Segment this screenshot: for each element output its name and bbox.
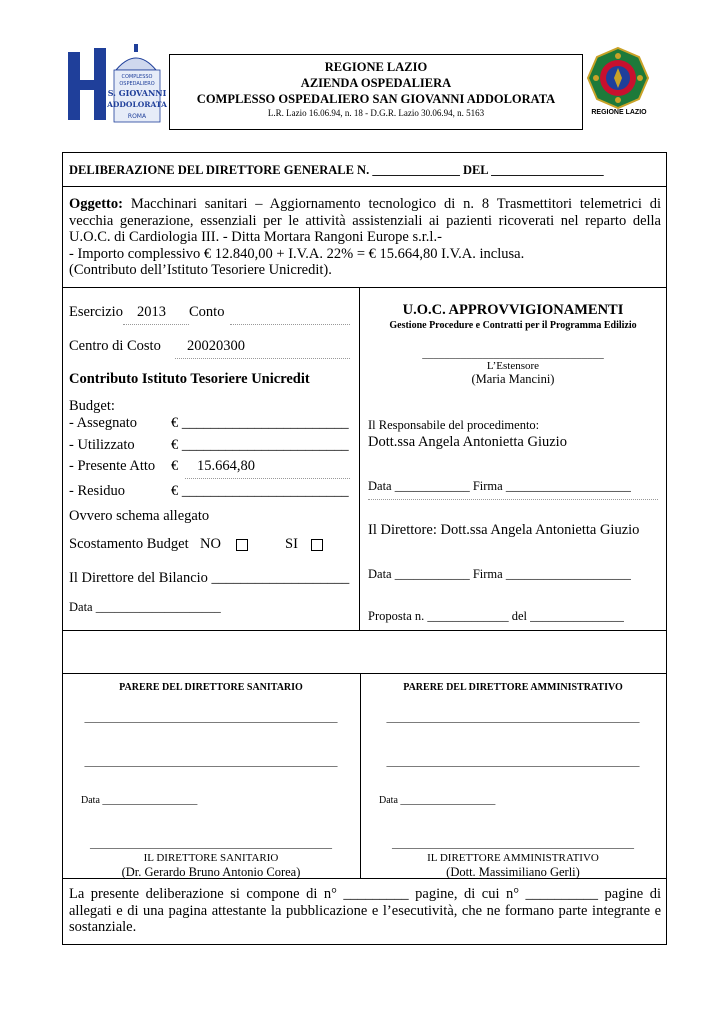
oggetto-label: Oggetto: — [69, 196, 123, 212]
scostamento-budget-label: Scostamento Budget — [69, 536, 189, 552]
oggetto-line-1: Macchinari sanitari – Aggiornamento tecnologico di n. 8 Trasmettitori telemetrici di — [130, 196, 662, 212]
budget-label: Budget: — [69, 398, 115, 414]
footer-statement — [69, 886, 661, 936]
footer-line-1: La presente deliberazione si compone di n° _________ pagine, di cui n° __________ pagine di — [69, 886, 661, 902]
header-complesso: COMPLESSO OSPEDALIERO SAN GIOVANNI ADDOLORATA — [196, 92, 556, 106]
proposta-field[interactable]: Proposta n. _____________ del _______________ — [368, 609, 624, 623]
oggetto-line-4: - Importo complessivo € 12.840,00 + I.V.A. 22% = € 15.664,80 I.V.A. inclusa. — [69, 245, 525, 262]
residuo-label: - Residuo — [69, 483, 125, 499]
logo-text-1: COMPLESSO — [121, 74, 153, 80]
regione-lazio-caption: REGIONE LAZIO — [591, 109, 647, 116]
direttore-sanitario-name: (Dr. Gerardo Bruno Antonio Corea) — [121, 865, 301, 879]
logo-text-5: ROMA — [127, 113, 147, 120]
logo-text-3: S. GIOVANNI — [107, 88, 167, 98]
header-box — [169, 54, 583, 130]
no-label: NO — [200, 536, 221, 552]
direttore-sanitario-sign-line[interactable]: ____________________________________________ — [90, 838, 332, 850]
parere-sanitario-title: PARERE DEL DIRETTORE SANITARIO — [119, 682, 303, 693]
deliberation-form — [62, 152, 667, 945]
responsabile-name: Dott.ssa Angela Antonietta Giuzio — [368, 434, 567, 450]
bilancio-data-field[interactable]: Data ____________________ — [69, 600, 221, 614]
estensore-name: (Maria Mancini) — [471, 372, 555, 386]
oggetto-section — [69, 196, 661, 279]
contributo-title: Contributo Istituto Tesoriere Unicredit — [69, 371, 310, 387]
deliberazione-title: DELIBERAZIONE DEL DIRETTORE GENERALE N. ______________ DEL __________________ — [69, 163, 604, 177]
utilizzato-value: € _______________________ — [171, 437, 349, 453]
conto-label: Conto — [189, 304, 225, 320]
direttore-sanitario-role: IL DIRETTORE SANITARIO — [143, 852, 279, 864]
header-region: REGIONE LAZIO — [324, 60, 428, 74]
direttore-amministrativo-role: IL DIRETTORE AMMINISTRATIVO — [427, 852, 599, 864]
estensore-label: L’Estensore — [486, 360, 540, 372]
footer-line-2: allegati e di una pagina attestante la pubblicazione e l’esecutività, che ne formano parte integrante e — [69, 902, 661, 919]
header-azienda: AZIENDA OSPEDALIERA — [300, 76, 452, 90]
no-checkbox[interactable] — [236, 539, 248, 551]
parere-amministrativo-data[interactable]: Data ___________________ — [379, 795, 496, 806]
oggetto-line-2: vecchia generazione, essenziali per le attività assistenziali ai pazienti ricoverati nel reparto della — [69, 212, 661, 229]
data-firma-direttore[interactable]: Data ____________ Firma ____________________ — [368, 567, 631, 581]
presente-atto-currency: € — [171, 458, 179, 474]
direttore-label: Il Direttore: Dott.ssa Angela Antonietta Giuzio — [368, 522, 640, 538]
parere-sanitario-line-1[interactable]: ______________________________________________ — [84, 712, 338, 724]
parere-amministrativo-title: PARERE DEL DIRETTORE AMMINISTRATIVO — [403, 682, 623, 693]
ovvero-schema: Ovvero schema allegato — [69, 508, 210, 524]
direttore-sanitario-signature — [63, 837, 359, 879]
direttore-amministrativo-name: (Dott. Massimiliano Gerli) — [446, 865, 580, 879]
uoc-approvvigionamenti — [360, 302, 666, 331]
utilizzato-label: - Utilizzato — [69, 437, 135, 453]
parere-amministrativo-line-1[interactable]: ______________________________________________ — [386, 712, 640, 724]
uoc-title: U.O.C. APPROVVIGIONAMENTI — [402, 302, 624, 318]
responsabile-label: Il Responsabile del procedimento: — [368, 418, 540, 432]
centro-costo-value: 20020300 — [187, 338, 245, 354]
logo-text-2: OSPEDALIERO — [119, 81, 155, 87]
oggetto-line-5: (Contributo dell’Istituto Tesoriere Unicredit). — [69, 262, 332, 278]
footer-line-3: sostanziale. — [69, 919, 137, 935]
parere-sanitario-data[interactable]: Data ___________________ — [81, 795, 198, 806]
si-checkbox[interactable] — [311, 539, 323, 551]
presente-atto-value: 15.664,80 — [197, 458, 255, 474]
logo-text-4: ADDOLORATA — [107, 100, 167, 109]
hospital-logo — [64, 42, 168, 126]
estensore-signature-line[interactable]: _________________________________ — [422, 348, 604, 360]
direttore-amministrativo-sign-line[interactable]: ____________________________________________ — [392, 838, 634, 850]
esercizio-label: Esercizio — [69, 304, 123, 320]
parere-amministrativo-line-2[interactable]: ______________________________________________ — [386, 756, 640, 768]
centro-costo-label: Centro di Costo — [69, 338, 161, 354]
parere-sanitario-line-2[interactable]: ______________________________________________ — [84, 756, 338, 768]
presente-atto-label: - Presente Atto — [69, 458, 156, 474]
uoc-subtitle: Gestione Procedure e Contratti per il Programma Edilizio — [389, 320, 637, 331]
direttore-amministrativo-signature — [360, 837, 666, 879]
si-label: SI — [285, 536, 298, 552]
data-firma-responsabile[interactable]: Data ____________ Firma ____________________ — [368, 479, 631, 493]
residuo-value: € _______________________ — [171, 483, 349, 499]
esercizio-value: 2013 — [137, 304, 166, 320]
estensore-block — [360, 348, 666, 387]
assegnato-label: - Assegnato — [69, 415, 138, 431]
assegnato-value: € _______________________ — [171, 415, 349, 431]
header-law-reference: L.R. Lazio 16.06.94, n. 18 - D.G.R. Lazio 30.06.94, n. 5163 — [267, 108, 485, 118]
direttore-bilancio: Il Direttore del Bilancio ___________________ — [69, 570, 350, 586]
oggetto-line-3: U.O.C. di Cardiologia III. - Ditta Mortara Rangoni Europe s.r.l.- — [69, 229, 442, 245]
